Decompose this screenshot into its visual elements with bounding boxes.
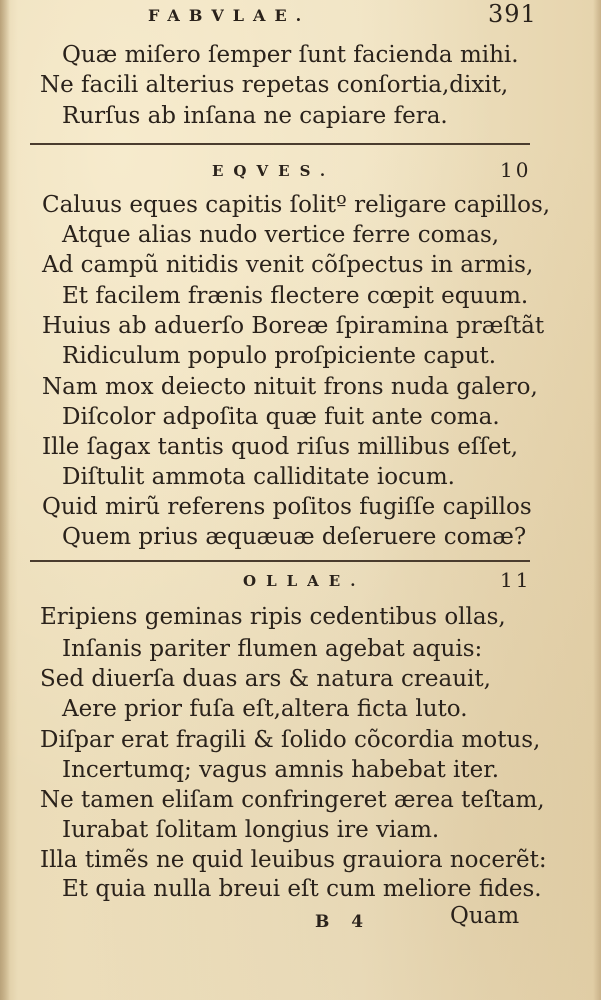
section-header-equus — [0, 158, 601, 186]
page-right-edge-shadow — [593, 0, 601, 1000]
section-divider — [30, 143, 530, 145]
verse-line: Incertumq; vagus amnis habebat iter. — [62, 757, 500, 783]
catchword: Quam — [450, 903, 520, 929]
verse-line: Iurabat ſolitam longius ire viam. — [62, 817, 440, 843]
page-left-edge-shadow — [0, 0, 10, 1000]
signature-mark: B 4 — [315, 912, 372, 932]
verse-line: Quem prius æquæuæ deſeruere comæ? — [62, 524, 527, 550]
verse-line: Huius ab aduerſo Boreæ ſpiramina præſtãt — [42, 313, 545, 339]
verse-line: Ille ſagax tantis quod riſus millibus eſſet, — [42, 434, 519, 460]
verse-line: Diſcolor adpoſita quæ fuit ante coma. — [62, 404, 500, 430]
section-number: 10 — [500, 158, 532, 182]
verse-line: Rurſus ab inſana ne capiare fera. — [62, 103, 448, 129]
verse-line: Diſpar erat fragili & ſolido cõcordia motus, — [40, 727, 541, 753]
section-number: 11 — [500, 568, 532, 592]
running-title: FABVLAE. — [148, 6, 311, 25]
section-title: OLLAE. — [243, 572, 366, 590]
verse-line: Ridiculum populo proſpiciente caput. — [62, 343, 497, 369]
verse-line: Et quia nulla breui eſt cum meliore fides. — [62, 876, 542, 902]
verse-line: Nam mox deiecto nituit frons nuda galero, — [42, 374, 538, 400]
verse-line: Ne facili alterius repetas conſortia,dixit, — [40, 72, 509, 98]
page-number: 391 — [488, 0, 537, 28]
running-head — [0, 0, 601, 30]
section-header-ollae — [0, 568, 601, 596]
verse-line: Ne tamen eliſam confringeret ærea teſtam, — [40, 787, 545, 813]
verse-line: Ad campũ nitidis venit cõſpectus in armis, — [42, 252, 534, 278]
verse-line: Illa timẽs ne quid leuibus grauiora nocerẽt: — [40, 847, 547, 873]
verse-line: Inſanis pariter flumen agebat aquis: — [62, 636, 483, 662]
verse-line: Sed diuerſa duas ars & natura creauit, — [40, 666, 491, 692]
section-title: EQVES. — [212, 162, 336, 180]
verse-line: Quid mirũ referens poſitos fugiſſe capillos — [42, 494, 532, 520]
verse-line: Caluus eques capitis ſolitº religare capillos, — [42, 192, 551, 218]
verse-line: Eripiens geminas ripis cedentibus ollas, — [40, 604, 506, 630]
verse-line: Quæ miſero ſemper ſunt facienda mihi. — [62, 42, 519, 68]
verse-line: Atque alias nudo vertice ferre comas, — [62, 222, 500, 248]
section-divider — [30, 560, 530, 562]
verse-line: Diſtulit ammota calliditate iocum. — [62, 464, 455, 490]
verse-line: Et facilem frænis flectere cœpit equum. — [62, 283, 529, 309]
verse-line: Aere prior fuſa eſt,altera ficta luto. — [62, 696, 468, 722]
